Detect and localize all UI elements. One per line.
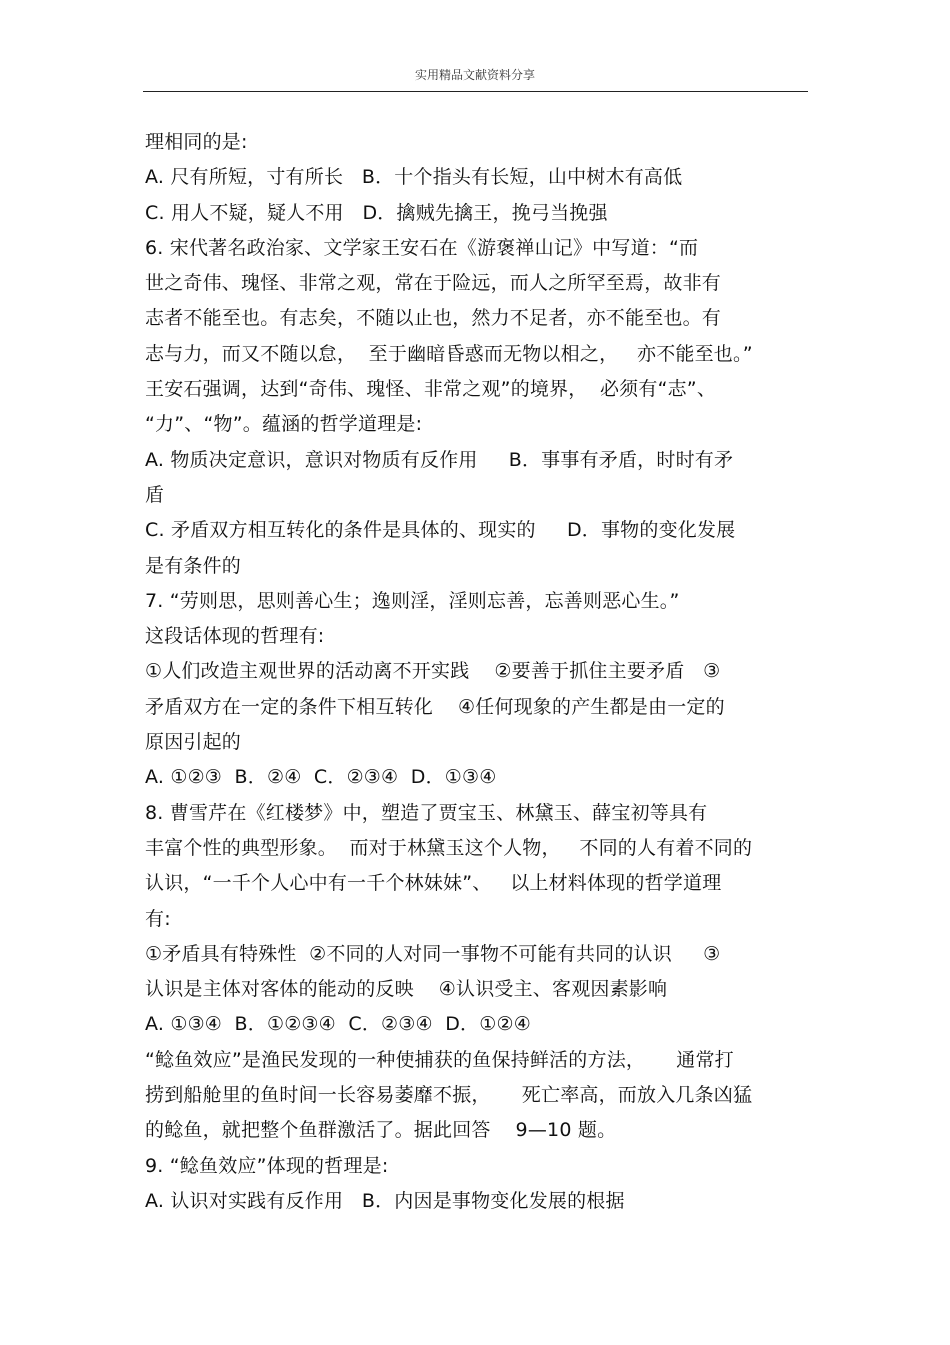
text-line: 原因引起的	[145, 731, 242, 754]
text-line: 9. “鲶鱼效应”体现的哲理是:	[145, 1154, 389, 1177]
text-line: A. ①③④ B．①②③④ C．②③④ D．①②④	[145, 1013, 531, 1036]
text-line: 认识，“一千个人心中有一千个林妹妹”、 以上材料体现的哲学道理	[145, 872, 722, 895]
text-line: 是有条件的	[145, 554, 242, 577]
text-line: 7. “劳则思，思则善心生；逸则淫，淫则忘善，忘善则恶心生。”	[145, 589, 680, 612]
text-line: ①矛盾具有特殊性 ②不同的人对同一事物不可能有共同的认识 ③	[145, 942, 721, 965]
text-line: A. ①②③ B．②④ C．②③④ D．①③④	[145, 766, 497, 789]
text-line: C. 矛盾双方相互转化的条件是具体的、现实的 D．事物的变化发展	[145, 519, 736, 542]
text-line: 认识是主体对客体的能动的反映 ④认识受主、客观因素影响	[145, 978, 668, 1001]
text-line: 志与力，而又不随以怠， 至于幽暗昏惑而无物以相之， 亦不能至也。”	[145, 342, 753, 365]
text-line: A. 认识对实践有反作用 B．内因是事物变化发展的根据	[145, 1189, 625, 1212]
text-line: 志者不能至也。有志矣，不随以止也，然力不足者，亦不能至也。有	[145, 307, 722, 330]
text-line: ①人们改造主观世界的活动离不开实践 ②要善于抓住主要矛盾 ③	[145, 660, 721, 683]
text-line: C. 用人不疑，疑人不用 D．擒贼先擒王，挽弓当挽强	[145, 201, 608, 224]
text-line: “鲶鱼效应”是渔民发现的一种使捕获的鱼保持鲜活的方法， 通常打	[145, 1048, 734, 1071]
text-line: 世之奇伟、瑰怪、非常之观，常在于险远，而人之所罕至焉，故非有	[145, 272, 722, 295]
text-line: 丰富个性的典型形象。 而对于林黛玉这个人物， 不同的人有着不同的	[145, 836, 753, 859]
page-header: 实用精品文献资料分享	[414, 68, 535, 82]
text-line: 矛盾双方在一定的条件下相互转化 ④任何现象的产生都是由一定的	[145, 695, 725, 718]
text-line: “力”、“物”。蕴涵的哲学道理是:	[145, 413, 423, 436]
header-rule	[143, 91, 808, 92]
text-line: 8. 曹雪芹在《红楼梦》中，塑造了贾宝玉、林黛玉、薛宝初等具有	[145, 801, 708, 824]
text-line: 的鲶鱼，就把整个鱼群激活了。据此回答 9—10 题。	[145, 1119, 617, 1142]
text-line: 捞到船舱里的鱼时间一长容易萎靡不振， 死亡率高，而放入几条凶猛	[145, 1084, 753, 1107]
text-line: A. 尺有所短，寸有所长 B．十个指头有长短，山中树木有高低	[145, 166, 683, 189]
document-body	[145, 125, 810, 1219]
text-line: A. 物质决定意识，意识对物质有反作用 B．事事有矛盾，时时有矛	[145, 448, 734, 471]
text-line: 王安石强调，达到“奇伟、瑰怪、非常之观”的境界， 必须有“志”、	[145, 378, 717, 401]
text-line: 理相同的是:	[145, 131, 248, 153]
text-line: 这段话体现的哲理有:	[145, 625, 325, 648]
text-line: 6. 宋代著名政治家、文学家王安石在《游褒禅山记》中写道：“而	[145, 236, 699, 259]
text-line: 有:	[145, 907, 171, 930]
text-line: 盾	[145, 483, 165, 506]
